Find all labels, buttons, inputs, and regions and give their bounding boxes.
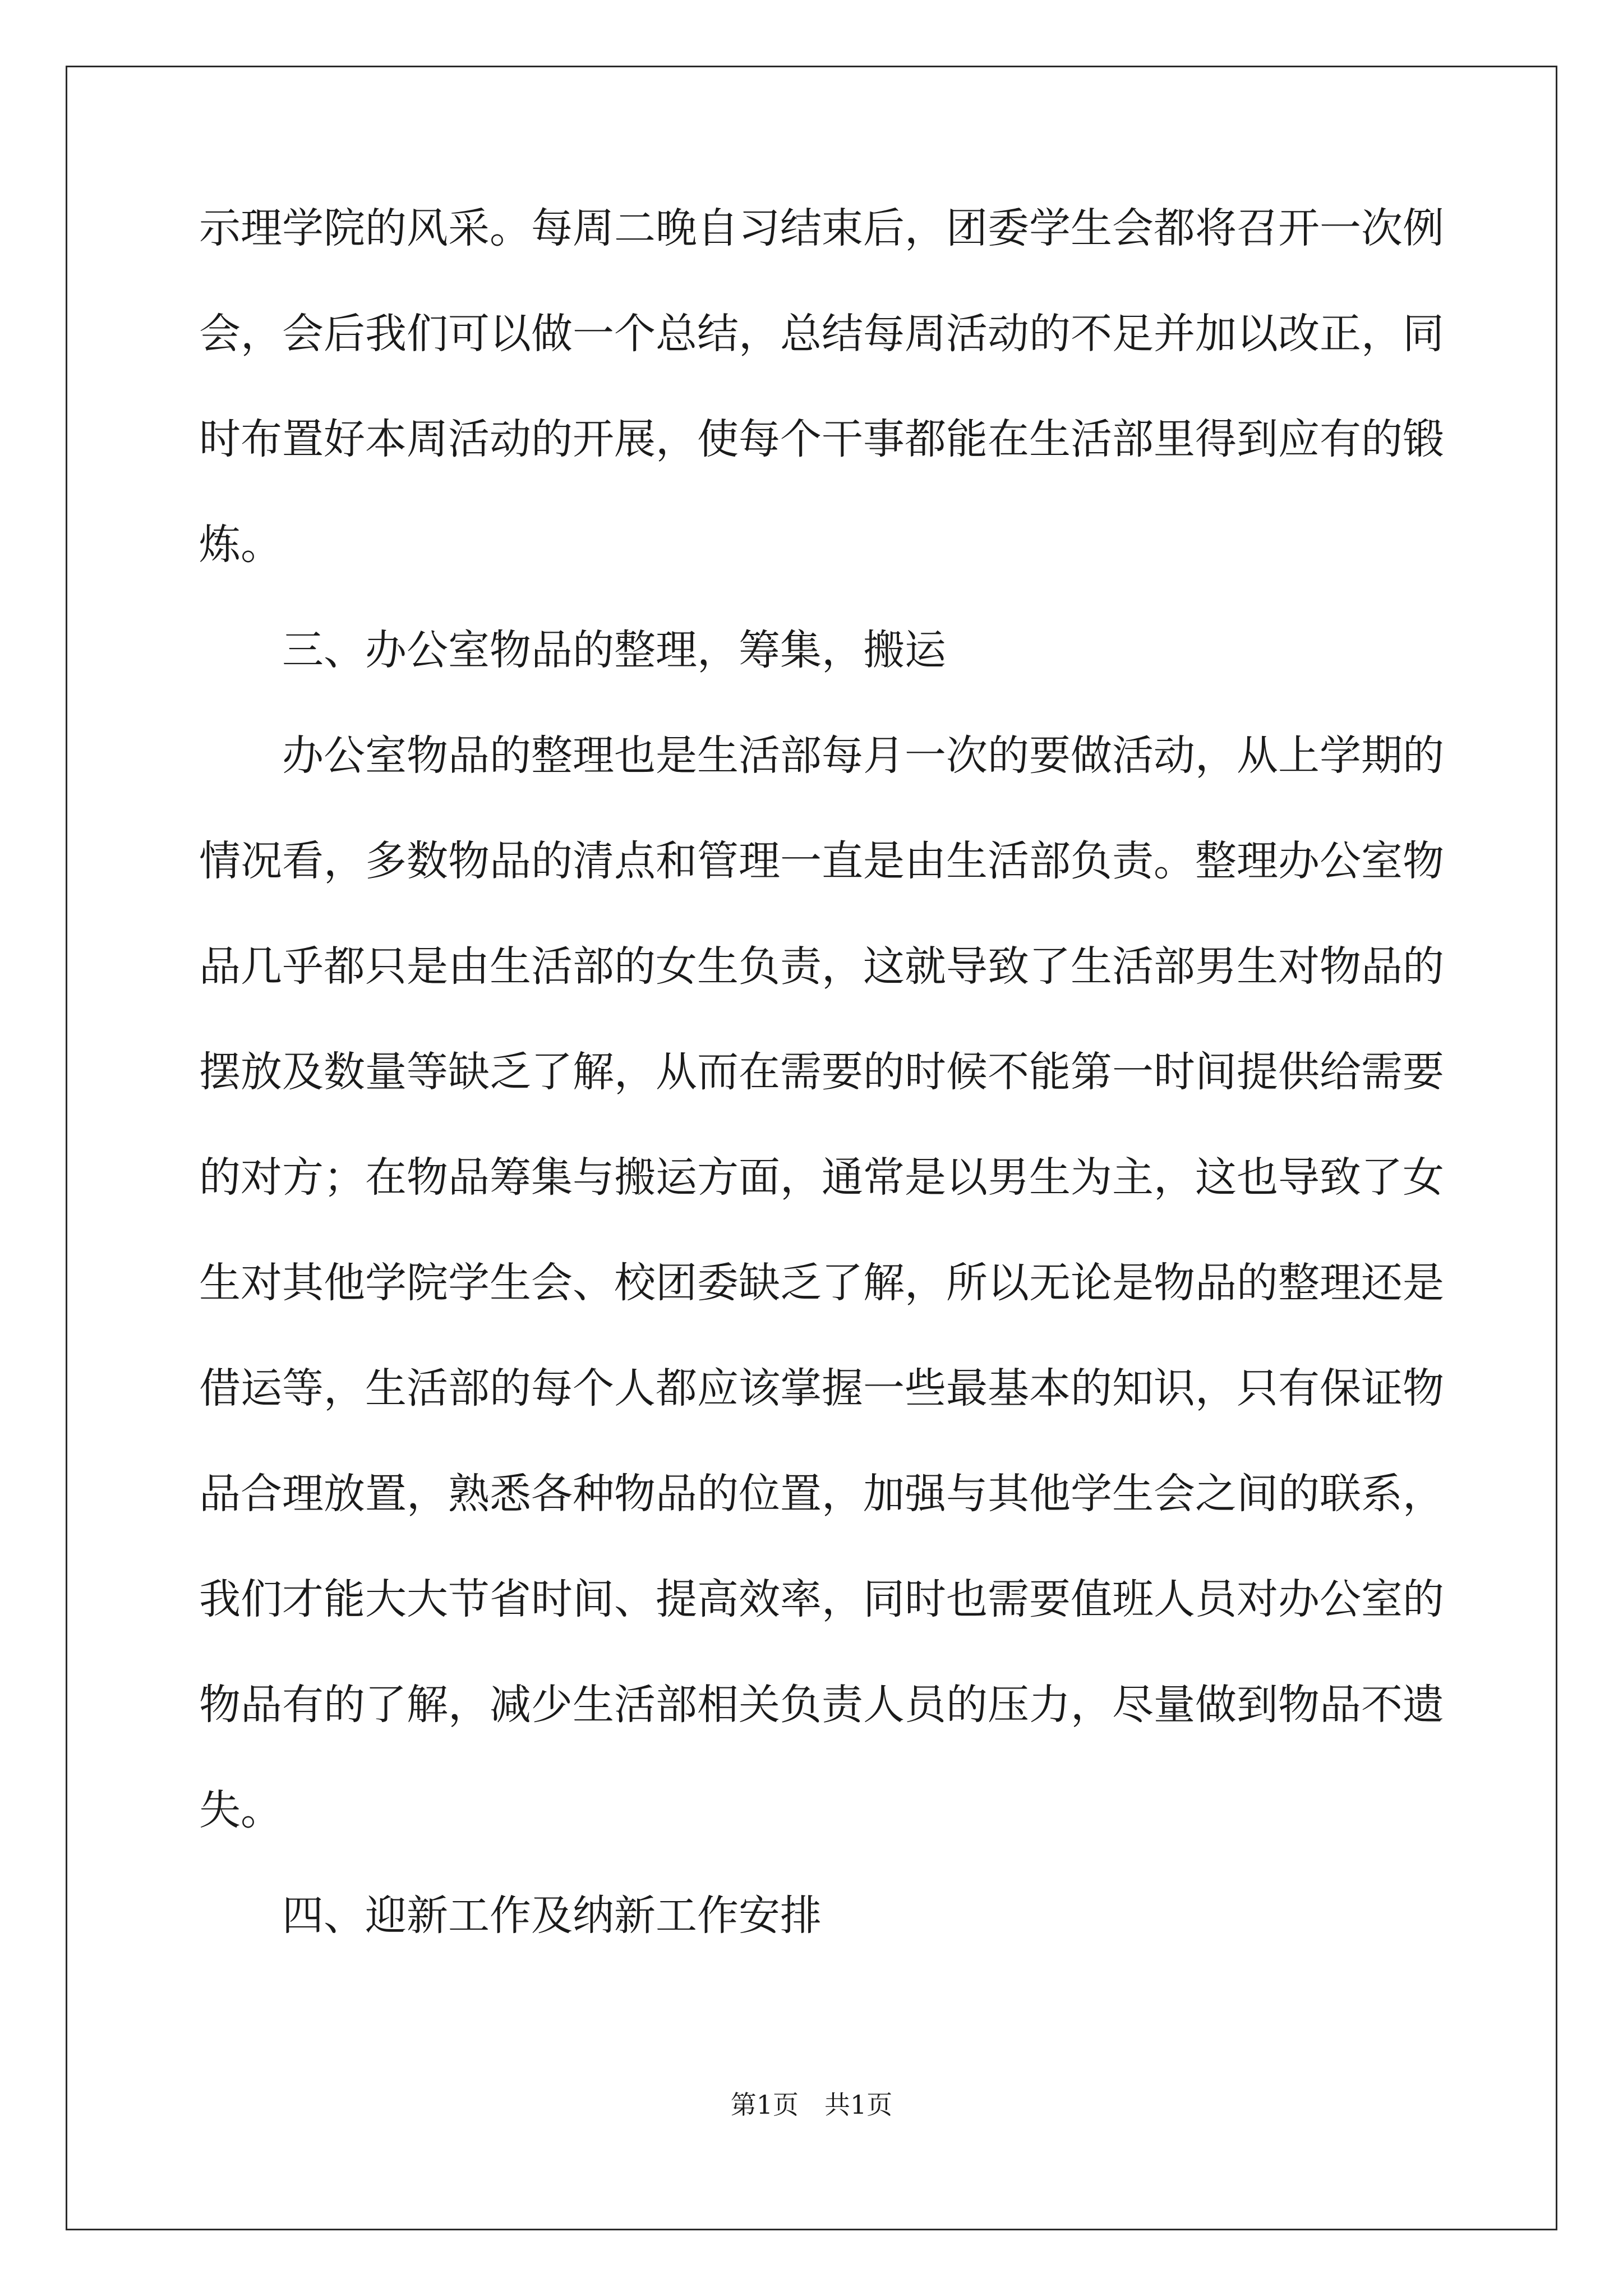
section-heading: 三、办公室物品的整理，筹集，搬运 xyxy=(282,626,946,674)
text-line: 摆放及数量等缺乏了解，从而在需要的时候不能第一时间提供给需要 xyxy=(199,1048,1444,1096)
text-line: 失。 xyxy=(199,1786,282,1834)
text-line: 借运等，生活部的每个人都应该掌握一些最基本的知识，只有保证物 xyxy=(199,1364,1444,1412)
text-line: 示理学院的风采。每周二晚自习结束后，团委学生会都将召开一次例 xyxy=(199,204,1444,252)
text-line: 会，会后我们可以做一个总结，总结每周活动的不足并加以改正，同 xyxy=(199,310,1444,358)
section-heading: 四、迎新工作及纳新工作安排 xyxy=(282,1892,822,1940)
text-line: 炼。 xyxy=(199,521,282,569)
text-line: 品合理放置，熟悉各种物品的位置，加强与其他学生会之间的联系， xyxy=(199,1470,1444,1518)
text-line: 情况看，多数物品的清点和管理一直是由生活部负责。整理办公室物 xyxy=(199,837,1444,885)
page-footer: 第1页 共1页 xyxy=(730,2090,893,2120)
text-line: 生对其他学院学生会、校团委缺乏了解，所以无论是物品的整理还是 xyxy=(199,1259,1444,1307)
text-line: 我们才能大大节省时间、提高效率，同时也需要值班人员对办公室的 xyxy=(199,1575,1444,1623)
text-line: 时布置好本周活动的开展，使每个干事都能在生活部里得到应有的锻 xyxy=(199,415,1444,463)
text-line: 办公室物品的整理也是生活部每月一次的要做活动，从上学期的 xyxy=(282,731,1444,780)
document-body xyxy=(199,202,1444,1995)
text-line: 品几乎都只是由生活部的女生负责，这就导致了生活部男生对物品的 xyxy=(199,942,1444,991)
text-line: 物品有的了解，减少生活部相关负责人员的压力，尽量做到物品不遗 xyxy=(199,1681,1444,1729)
text-line: 的对方；在物品筹集与搬运方面，通常是以男生为主，这也导致了女 xyxy=(199,1153,1444,1202)
